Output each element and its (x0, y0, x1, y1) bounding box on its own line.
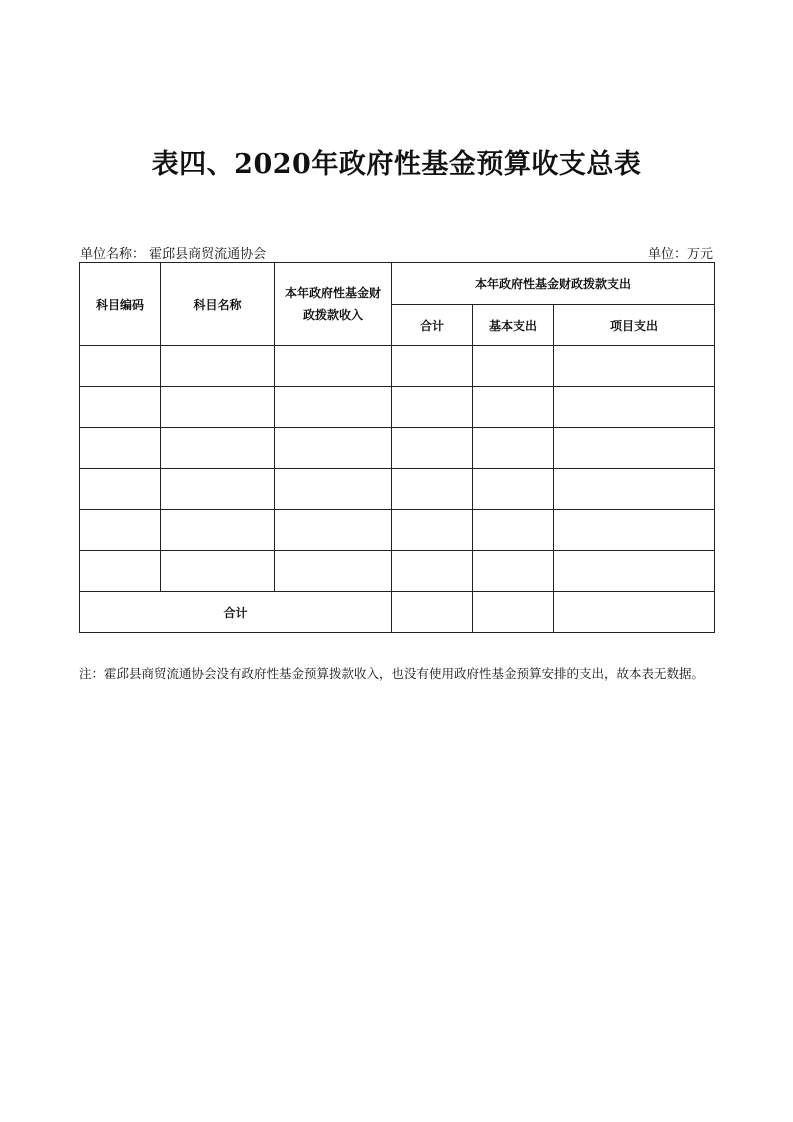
table-row (80, 551, 715, 592)
budget-table (79, 262, 715, 633)
table-cell (161, 428, 275, 469)
table-cell (392, 469, 473, 510)
total-row-basic (473, 592, 554, 633)
table-cell (473, 510, 554, 551)
table-cell (473, 428, 554, 469)
unit-name-label: 单位名称： (80, 247, 146, 262)
header-income-label: 本年政府性基金财政拨款收入 (284, 286, 381, 322)
table-cell (392, 510, 473, 551)
table-cell (554, 551, 715, 592)
table-row (80, 469, 715, 510)
header-total: 合计 (392, 305, 473, 346)
footnote: 注：霍邱县商贸流通协会没有政府性基金预算拨款收入，也没有使用政府性基金预算安排的支出，故本表无数据。 (79, 666, 705, 681)
table-cell (554, 387, 715, 428)
table-cell (161, 510, 275, 551)
table-cell (161, 346, 275, 387)
table-cell (275, 551, 392, 592)
table-cell (392, 387, 473, 428)
table-cell (554, 469, 715, 510)
table-cell (554, 428, 715, 469)
table-cell (80, 510, 161, 551)
total-row (80, 592, 715, 633)
total-row-total (392, 592, 473, 633)
unit-name-value: 霍邱县商贸流通协会 (149, 247, 267, 262)
total-row-label: 合计 (80, 592, 392, 633)
header-project: 项目支出 (554, 305, 715, 346)
page-title: 表四、2020年政府性基金预算收支总表 (151, 149, 642, 180)
table-cell (80, 469, 161, 510)
table-cell (392, 428, 473, 469)
table-cell (473, 346, 554, 387)
unit-label: 单位：万元 (647, 247, 713, 262)
table-cell (161, 469, 275, 510)
table-cell (161, 387, 275, 428)
table-cell (392, 551, 473, 592)
table-cell (275, 510, 392, 551)
table-cell (80, 428, 161, 469)
header-row-1 (80, 263, 715, 305)
table-cell (275, 346, 392, 387)
table-cell (473, 469, 554, 510)
table-row (80, 387, 715, 428)
table-cell (80, 551, 161, 592)
table-row (80, 510, 715, 551)
table-cell (554, 510, 715, 551)
header-basic: 基本支出 (473, 305, 554, 346)
table-cell (275, 469, 392, 510)
table-row (80, 428, 715, 469)
table-cell (80, 346, 161, 387)
table-cell (554, 346, 715, 387)
table-cell (275, 387, 392, 428)
table-cell (275, 428, 392, 469)
unit-name-line (80, 243, 266, 262)
table-cell (161, 551, 275, 592)
table-row (80, 346, 715, 387)
table-cell (392, 346, 473, 387)
table-cell (473, 551, 554, 592)
header-subject-code: 科目编码 (80, 263, 161, 346)
total-row-project (554, 592, 715, 633)
header-expenditure-group: 本年政府性基金财政拨款支出 (392, 263, 715, 305)
header-subject-name: 科目名称 (161, 263, 275, 346)
table-cell (473, 387, 554, 428)
table-cell (80, 387, 161, 428)
header-income (275, 263, 392, 346)
